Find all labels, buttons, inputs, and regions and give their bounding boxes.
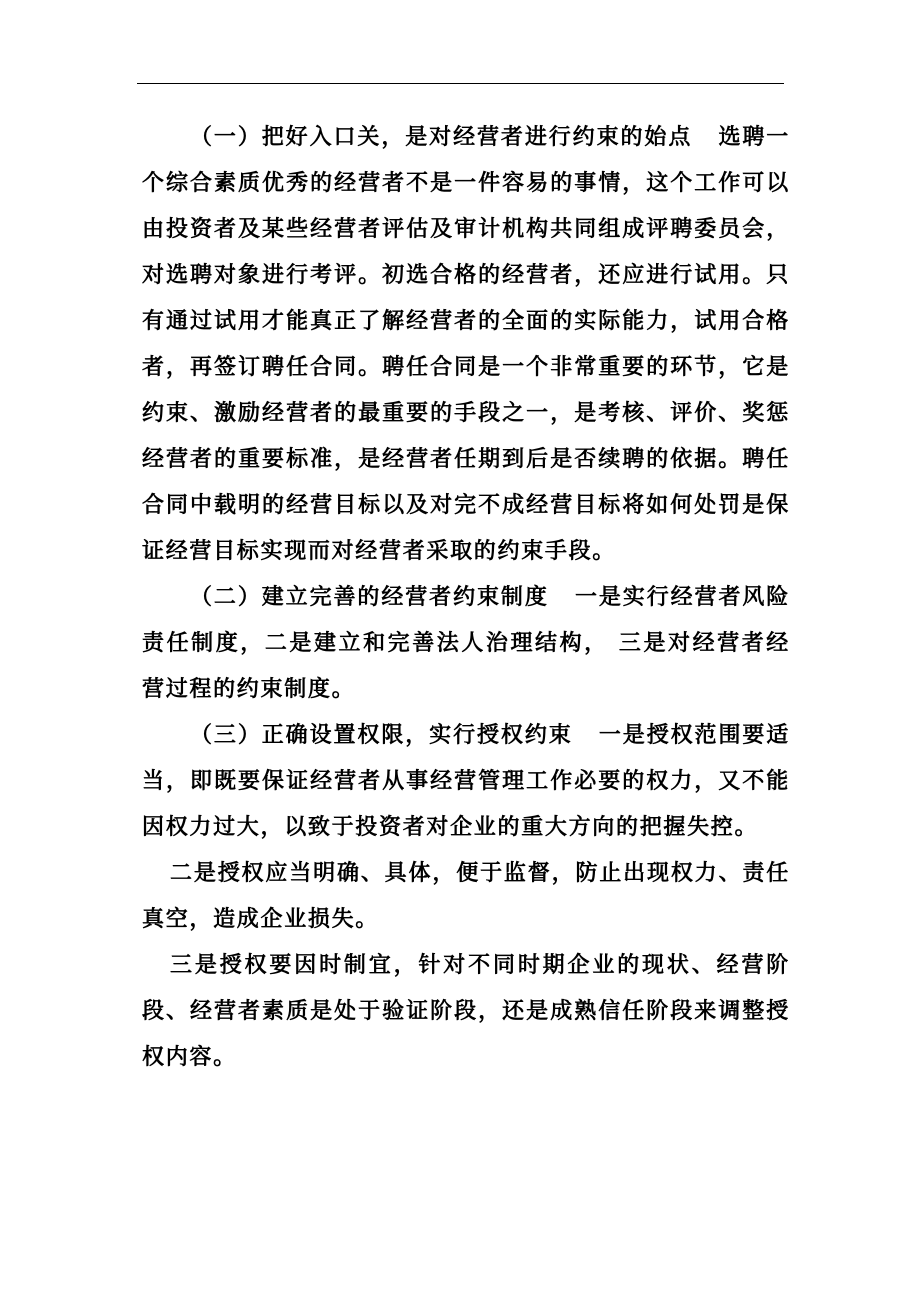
paragraph-4	[142, 850, 790, 942]
paragraph-4-body: 二是授权应当明确、具体，便于监督，防止出现权力、责任真空，造成企业损失。	[142, 860, 790, 932]
paragraph-2	[142, 574, 790, 712]
paragraph-5-body: 三是授权要因时制宜，针对不同时期企业的现状、经营阶段、经营者素质是处于验证阶段，还是成熟信任阶段来调整授权内容。	[142, 952, 790, 1070]
header-rule	[137, 83, 784, 84]
paragraph-1	[142, 114, 790, 574]
paragraph-1-body: 选聘一个综合素质优秀的经营者不是一件容易的事情，这个工作可以由投资者及某些经营者评估及审计机构共同组成评聘委员会，对选聘对象进行考评。初选合格的经营者，还应进行试用。只有通过试用才能真正了解经营者的全面的实际能力，试用合格者，再签订聘任合同。聘任合同是一个非常重要的环节，它是约束、激励经营者的最重要的手段之一，是考核、评价、奖惩经营者的重要标准，是经营者任期到后是否续聘的依据。聘任合同中载明的经营目标以及对完不成经营目标将如何处罚是保证经营目标实现而对经营者采取的约束手段。	[142, 124, 790, 564]
paragraph-3	[142, 712, 790, 850]
document-body	[142, 114, 790, 1080]
paragraph-2-heading: （二）建立完善的经营者约束制度	[190, 584, 549, 610]
paragraph-5	[142, 942, 790, 1080]
paragraph-2-body: 一是实行经营者风险责任制度，二是建立和完善法人治理结构， 三是对经营者经营过程的约束制度。	[142, 584, 790, 702]
paragraph-3-heading: （三）正确设置权限，实行授权约束	[190, 722, 573, 748]
paragraph-3-body: 一是授权范围要适当，即既要保证经营者从事经营管理工作必要的权力，又不能因权力过大，以致于投资者对企业的重大方向的把握失控。	[142, 722, 791, 840]
paragraph-1-heading: （一）把好入口关，是对经营者进行约束的始点	[190, 124, 693, 150]
